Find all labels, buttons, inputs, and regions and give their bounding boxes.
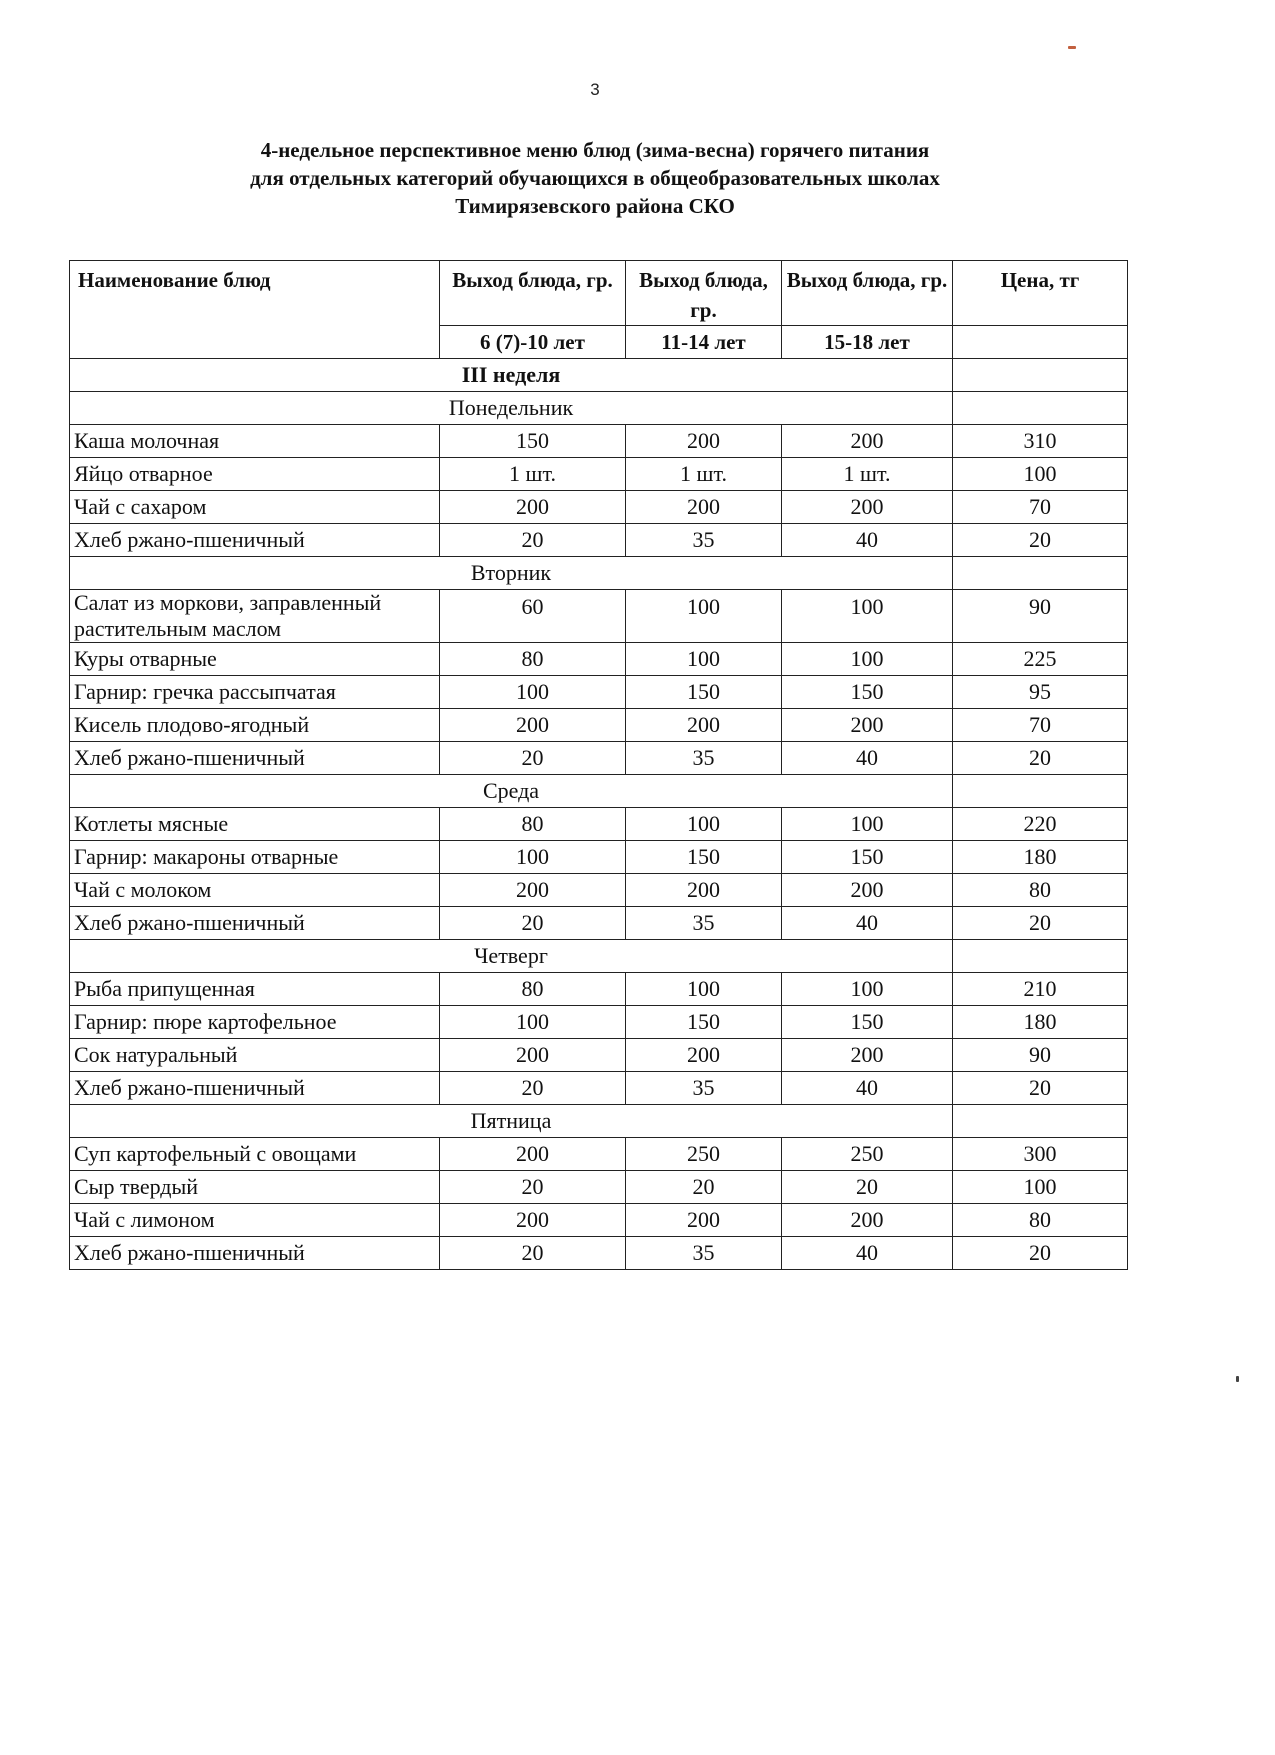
dish-name-cell: Хлеб ржано-пшеничный	[70, 907, 440, 940]
yield-age1-cell: 20	[440, 907, 626, 940]
yield-age2-cell: 35	[626, 524, 782, 557]
yield-age1-cell: 20	[440, 742, 626, 775]
header-yield-age3: Выход блюда, гр.	[782, 261, 953, 326]
day-row	[70, 392, 1128, 425]
price-cell: 80	[953, 874, 1128, 907]
page-number: 3	[590, 80, 600, 99]
yield-age3-cell: 40	[782, 742, 953, 775]
dish-name-cell: Сыр твердый	[70, 1171, 440, 1204]
yield-age3-cell: 200	[782, 491, 953, 524]
table-row	[70, 676, 1128, 709]
yield-age2-cell: 250	[626, 1138, 782, 1171]
age-empty-cell	[953, 326, 1128, 359]
yield-age3-cell: 40	[782, 1237, 953, 1270]
yield-age3-cell: 100	[782, 973, 953, 1006]
price-cell: 180	[953, 841, 1128, 874]
yield-age2-cell: 20	[626, 1171, 782, 1204]
yield-age2-cell: 200	[626, 491, 782, 524]
dish-name-cell: Гарнир: гречка рассыпчатая	[70, 676, 440, 709]
yield-age3-cell: 100	[782, 808, 953, 841]
yield-age1-cell: 1 шт.	[440, 458, 626, 491]
price-cell: 20	[953, 1237, 1128, 1270]
scan-speck	[1068, 46, 1076, 49]
day-empty-cell	[953, 1105, 1128, 1138]
table-row	[70, 841, 1128, 874]
yield-age3-cell: 150	[782, 1006, 953, 1039]
table-row	[70, 709, 1128, 742]
yield-age3-cell: 200	[782, 709, 953, 742]
title-line-3: Тимирязевского района СКО	[455, 194, 735, 218]
price-cell: 180	[953, 1006, 1128, 1039]
yield-age3-cell: 250	[782, 1138, 953, 1171]
price-cell: 100	[953, 1171, 1128, 1204]
price-cell: 300	[953, 1138, 1128, 1171]
yield-age1-cell: 200	[440, 1204, 626, 1237]
yield-age1-cell: 200	[440, 1138, 626, 1171]
dish-name-cell: Чай с лимоном	[70, 1204, 440, 1237]
price-cell: 80	[953, 1204, 1128, 1237]
yield-age2-cell: 100	[626, 590, 782, 643]
yield-age1-cell: 20	[440, 1171, 626, 1204]
age-group-2: 11-14 лет	[626, 326, 782, 359]
header-row	[70, 261, 1128, 326]
table-row	[70, 1171, 1128, 1204]
yield-age2-cell: 200	[626, 874, 782, 907]
dish-name-cell: Каша молочная	[70, 425, 440, 458]
table-row	[70, 643, 1128, 676]
yield-age2-cell: 35	[626, 907, 782, 940]
dish-name-cell: Кисель плодово-ягодный	[70, 709, 440, 742]
yield-age1-cell: 100	[440, 841, 626, 874]
header-yield-age2: Выход блюда, гр.	[626, 261, 782, 326]
day-empty-cell	[953, 392, 1128, 425]
price-cell: 310	[953, 425, 1128, 458]
dish-name-cell: Гарнир: пюре картофельное	[70, 1006, 440, 1039]
age-group-1: 6 (7)-10 лет	[440, 326, 626, 359]
header-dish-name: Наименование блюд	[70, 261, 440, 359]
dish-name-cell: Хлеб ржано-пшеничный	[70, 1072, 440, 1105]
yield-age2-cell: 100	[626, 973, 782, 1006]
yield-age3-cell: 1 шт.	[782, 458, 953, 491]
table-row	[70, 1138, 1128, 1171]
yield-age2-cell: 1 шт.	[626, 458, 782, 491]
week-empty-cell	[953, 359, 1128, 392]
day-empty-cell	[953, 940, 1128, 973]
yield-age2-cell: 100	[626, 643, 782, 676]
yield-age1-cell: 100	[440, 1006, 626, 1039]
day-label: Среда	[70, 775, 953, 808]
table-row	[70, 1237, 1128, 1270]
yield-age3-cell: 40	[782, 1072, 953, 1105]
day-row	[70, 940, 1128, 973]
yield-age1-cell: 200	[440, 491, 626, 524]
yield-age3-cell: 20	[782, 1171, 953, 1204]
yield-age1-cell: 200	[440, 1039, 626, 1072]
yield-age1-cell: 100	[440, 676, 626, 709]
dish-name-cell: Чай с молоком	[70, 874, 440, 907]
yield-age2-cell: 35	[626, 742, 782, 775]
yield-age2-cell: 35	[626, 1237, 782, 1270]
yield-age2-cell: 150	[626, 1006, 782, 1039]
table-row	[70, 1072, 1128, 1105]
price-cell: 20	[953, 742, 1128, 775]
yield-age3-cell: 150	[782, 676, 953, 709]
dish-name-cell: Чай с сахаром	[70, 491, 440, 524]
yield-age2-cell: 100	[626, 808, 782, 841]
table-row	[70, 1006, 1128, 1039]
age-group-3: 15-18 лет	[782, 326, 953, 359]
week-label: III неделя	[70, 359, 953, 392]
day-row	[70, 1105, 1128, 1138]
dish-name-cell: Суп картофельный с овощами	[70, 1138, 440, 1171]
table-row	[70, 1039, 1128, 1072]
yield-age2-cell: 200	[626, 709, 782, 742]
yield-age3-cell: 100	[782, 643, 953, 676]
menu-table-body	[70, 261, 1128, 1270]
yield-age1-cell: 60	[440, 590, 626, 643]
price-cell: 90	[953, 590, 1128, 643]
table-row	[70, 458, 1128, 491]
yield-age3-cell: 200	[782, 874, 953, 907]
price-cell: 220	[953, 808, 1128, 841]
day-label: Пятница	[70, 1105, 953, 1138]
yield-age1-cell: 20	[440, 1072, 626, 1105]
table-row	[70, 973, 1128, 1006]
yield-age1-cell: 80	[440, 643, 626, 676]
dish-name-cell: Яйцо отварное	[70, 458, 440, 491]
price-cell: 20	[953, 524, 1128, 557]
table-row	[70, 742, 1128, 775]
yield-age3-cell: 40	[782, 524, 953, 557]
yield-age2-cell: 200	[626, 1039, 782, 1072]
day-row	[70, 557, 1128, 590]
table-row	[70, 491, 1128, 524]
header-yield-age1: Выход блюда, гр.	[440, 261, 626, 326]
day-label: Четверг	[70, 940, 953, 973]
yield-age2-cell: 150	[626, 841, 782, 874]
yield-age1-cell: 200	[440, 874, 626, 907]
price-cell: 210	[953, 973, 1128, 1006]
day-label: Вторник	[70, 557, 953, 590]
dish-name-cell: Хлеб ржано-пшеничный	[70, 742, 440, 775]
dish-name-cell: Хлеб ржано-пшеничный	[70, 1237, 440, 1270]
table-row	[70, 907, 1128, 940]
dish-name-cell: Рыба припущенная	[70, 973, 440, 1006]
price-cell: 95	[953, 676, 1128, 709]
yield-age3-cell: 200	[782, 425, 953, 458]
yield-age2-cell: 200	[626, 425, 782, 458]
dish-name-cell: Куры отварные	[70, 643, 440, 676]
price-cell: 70	[953, 709, 1128, 742]
table-row	[70, 590, 1128, 643]
dish-name-cell: Хлеб ржано-пшеничный	[70, 524, 440, 557]
price-cell: 20	[953, 907, 1128, 940]
title-line-2: для отдельных категорий обучающихся в общеобразовательных школах	[250, 166, 940, 190]
day-row	[70, 775, 1128, 808]
header-price: Цена, тг	[953, 261, 1128, 326]
yield-age3-cell: 150	[782, 841, 953, 874]
yield-age3-cell: 200	[782, 1204, 953, 1237]
day-empty-cell	[953, 557, 1128, 590]
table-row	[70, 425, 1128, 458]
yield-age2-cell: 150	[626, 676, 782, 709]
yield-age1-cell: 80	[440, 973, 626, 1006]
price-cell: 70	[953, 491, 1128, 524]
dish-name-cell: Салат из моркови, заправленный растительным маслом	[70, 590, 440, 643]
table-row	[70, 808, 1128, 841]
yield-age1-cell: 150	[440, 425, 626, 458]
dish-name-cell: Гарнир: макароны отварные	[70, 841, 440, 874]
yield-age2-cell: 200	[626, 1204, 782, 1237]
table-row	[70, 524, 1128, 557]
dish-name-cell: Сок натуральный	[70, 1039, 440, 1072]
title-line-1: 4-недельное перспективное меню блюд (зима-весна) горячего питания	[260, 138, 930, 162]
yield-age1-cell: 20	[440, 524, 626, 557]
table-row	[70, 874, 1128, 907]
yield-age3-cell: 100	[782, 590, 953, 643]
price-cell: 100	[953, 458, 1128, 491]
yield-age1-cell: 20	[440, 1237, 626, 1270]
yield-age3-cell: 40	[782, 907, 953, 940]
yield-age3-cell: 200	[782, 1039, 953, 1072]
day-label: Понедельник	[70, 392, 953, 425]
yield-age1-cell: 200	[440, 709, 626, 742]
yield-age2-cell: 35	[626, 1072, 782, 1105]
document-title	[70, 136, 1120, 220]
yield-age1-cell: 80	[440, 808, 626, 841]
table-row	[70, 1204, 1128, 1237]
price-cell: 225	[953, 643, 1128, 676]
scan-speck	[1236, 1376, 1239, 1382]
menu-table	[69, 260, 1128, 1270]
day-empty-cell	[953, 775, 1128, 808]
price-cell: 20	[953, 1072, 1128, 1105]
week-row	[70, 359, 1128, 392]
dish-name-cell: Котлеты мясные	[70, 808, 440, 841]
price-cell: 90	[953, 1039, 1128, 1072]
